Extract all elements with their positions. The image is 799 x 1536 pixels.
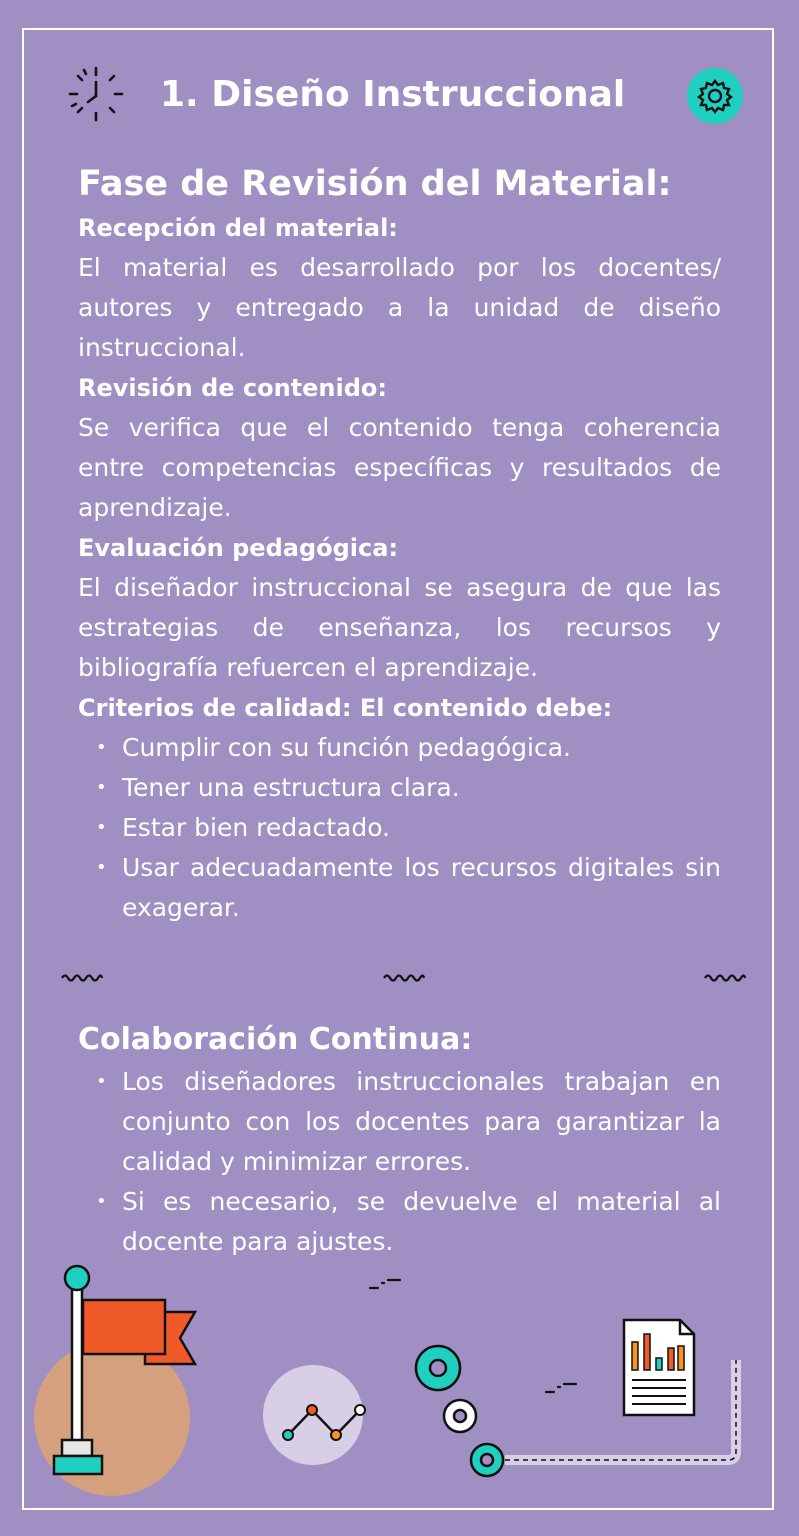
list-item: • Tener una estructura clara. bbox=[78, 768, 721, 808]
squiggle-divider-icon bbox=[703, 968, 747, 988]
list-item: • Estar bien redactado. bbox=[78, 808, 721, 848]
list-item: • Cumplir con su función pedagógica. bbox=[78, 728, 721, 768]
collaboration-section bbox=[78, 1018, 721, 1262]
phase-heading: Fase de Revisión del Material: bbox=[78, 164, 672, 204]
collaboration-list bbox=[78, 1062, 721, 1262]
criteria-list bbox=[78, 728, 721, 928]
squiggle-divider-icon bbox=[382, 968, 426, 988]
section-title: Recepción del material: bbox=[78, 214, 398, 242]
collaboration-heading: Colaboración Continua: bbox=[78, 1022, 473, 1057]
gears-icon bbox=[416, 1346, 503, 1476]
connector-path bbox=[505, 1360, 736, 1460]
bottom-illustration bbox=[0, 1250, 799, 1536]
section-text: Se verifica que el contenido tenga coherencia entre competencias específicas y resultados de aprendizaje. bbox=[78, 413, 721, 522]
squiggle-divider-icon bbox=[60, 968, 104, 988]
section-text: El material es desarrollado por los docentes/ autores y entregado a la unidad de diseño instruccional. bbox=[78, 253, 721, 362]
list-item: • Usar adecuadamente los recursos digitales sin exagerar. bbox=[78, 848, 721, 928]
line-chart-icon bbox=[263, 1365, 365, 1465]
header bbox=[60, 62, 750, 132]
review-phase-section bbox=[78, 160, 721, 928]
dash-mark-icon bbox=[370, 1280, 576, 1392]
section-title: Evaluación pedagógica: bbox=[78, 534, 399, 562]
list-item: • Los diseñadores instruccionales trabajan en conjunto con los docentes para garantizar la calidad y minimizar errores. bbox=[78, 1062, 721, 1182]
report-document-icon bbox=[624, 1320, 694, 1415]
section-text: El diseñador instruccional se asegura de que las estrategias de enseñanza, los recursos y bibliografía refuercen el aprendizaje. bbox=[78, 573, 721, 682]
list-item: • Si es necesario, se devuelve el material al docente para ajustes. bbox=[78, 1182, 721, 1262]
page-title: 1. Diseño Instruccional bbox=[160, 74, 626, 115]
section-title: Revisión de contenido: bbox=[78, 374, 388, 402]
criteria-title: Criterios de calidad: El contenido debe: bbox=[78, 694, 613, 722]
gear-icon bbox=[686, 67, 744, 125]
clock-icon bbox=[66, 64, 126, 124]
